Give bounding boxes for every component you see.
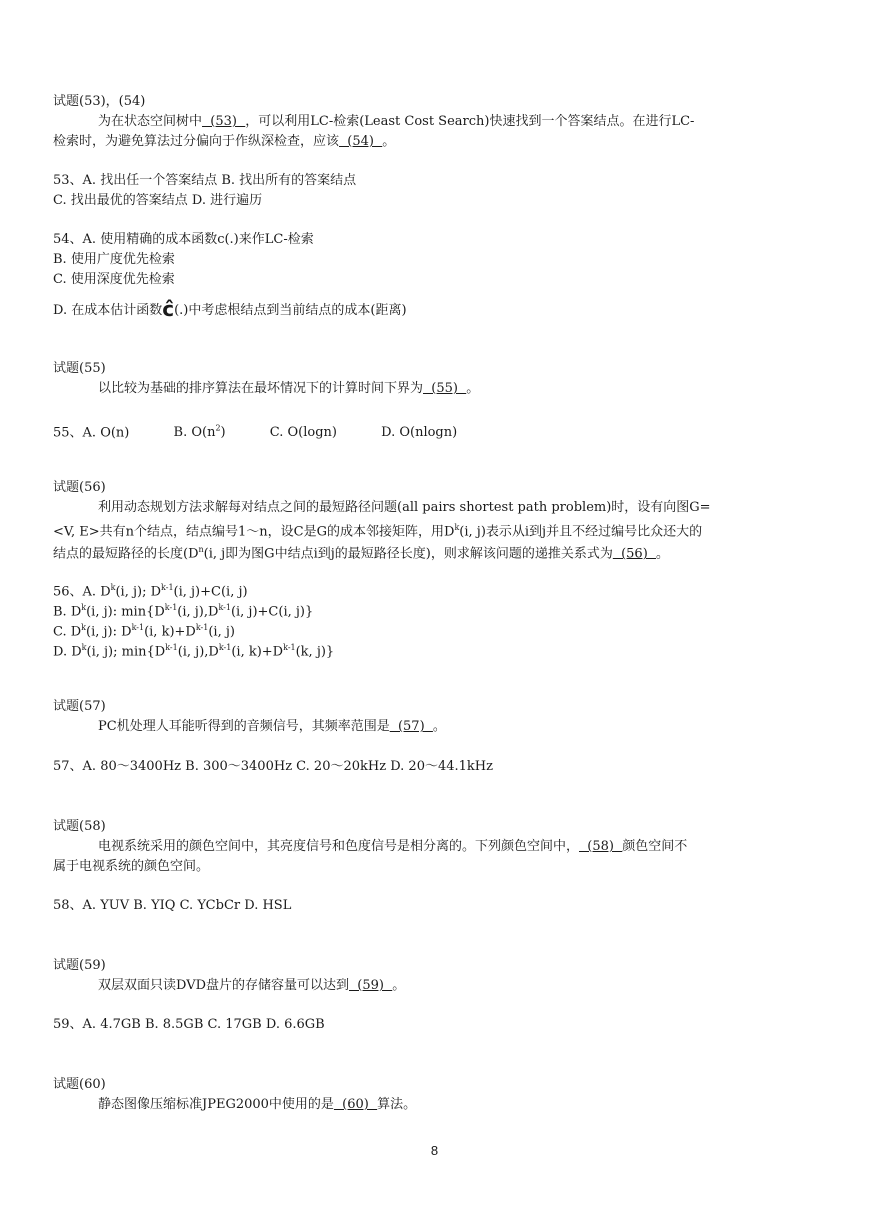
option-text: D. D (53, 644, 82, 660)
superscript: k-1 (164, 603, 178, 612)
superscript: k-1 (283, 643, 296, 652)
question-title-53-54: 试题(53)，(54) (53, 94, 146, 109)
option-text: (i, j): min{D (86, 604, 165, 620)
option-text: (i, j): D (86, 624, 132, 640)
options-57: 57、A. 80～3400Hz B. 300～3400Hz C. 20～20kHz D. 20～44.1kHz (53, 759, 493, 774)
stem-text: <V, E>共有n个结点，结点编号1～n，设C是G的成本邻接矩阵，用D (53, 524, 455, 540)
answer-blank-59[interactable]: (59) (349, 978, 393, 993)
superscript: k (454, 523, 460, 532)
stem-text: (i, j)表示从i到j并且不经过编号比众还大的 (459, 524, 703, 540)
stem-text: 为在状态空间树中 (98, 114, 203, 129)
option-55-c: C. O(logn) (269, 425, 337, 441)
superscript: k-1 (218, 643, 232, 652)
option-55-a: 55、A. O(n) (53, 425, 130, 441)
question-stem-60 (98, 1095, 416, 1115)
stem-text: 算法。 (377, 1097, 417, 1112)
option-text: 56、A. D (53, 584, 111, 600)
question-title-58: 试题(58) (53, 819, 106, 834)
superscript: k (81, 643, 87, 652)
option-55-b (174, 425, 226, 440)
stem-text: (i, j即为图G中结点i到j的最短路径长度)，则求解该问题的递推关系式为 (203, 546, 613, 562)
question-title-57: 试题(57) (53, 699, 106, 714)
superscript: k-1 (161, 583, 174, 592)
option-text: (i, j)+C(i, j) (173, 584, 248, 600)
question-title-59: 试题(59) (53, 958, 106, 973)
answer-blank-58[interactable]: (58) (579, 839, 623, 854)
question-stem-56-line3 (53, 540, 669, 564)
stem-text: 。 (656, 546, 670, 562)
question-stem-59 (98, 976, 405, 996)
superscript: k (110, 583, 116, 592)
options-58: 58、A. YUV B. YIQ C. YCbCr D. HSL (53, 898, 292, 913)
stem-text: ，可以利用LC-检索(Least Cost Search)快速找到一个答案结点。在进行LC- (245, 114, 695, 129)
stem-text: 双层双面只读DVD盘片的存储容量可以达到 (98, 978, 350, 993)
option-54-a: 54、A. 使用精确的成本函数c(.)来作LC-检索 (53, 232, 314, 247)
question-stem-56-line1: 利用动态规划方法求解每对结点之间的最短路径问题(all pairs shortest path problem)时，设有向图G= (98, 500, 711, 515)
stem-text: 。 (432, 719, 446, 734)
superscript: k (81, 603, 87, 612)
option-text: C. D (53, 624, 82, 640)
option-54-d (53, 297, 407, 321)
c-hat-symbol: ĉ (162, 297, 175, 321)
answer-blank-56[interactable]: (56) (612, 546, 657, 562)
answer-blank-55[interactable]: (55) (423, 381, 467, 396)
option-text: (i, j)+C(i, j)} (230, 604, 314, 620)
superscript: k-1 (218, 603, 231, 612)
answer-blank-60[interactable]: (60) (333, 1097, 378, 1112)
option-text: D. 在成本估计函数 (53, 303, 163, 318)
stem-text: 。 (382, 134, 396, 149)
superscript: k-1 (131, 623, 145, 632)
superscript: k (81, 623, 87, 632)
superscript: k-1 (165, 643, 178, 652)
question-stem-58-line2: 属于电视系统的颜色空间。 (53, 859, 210, 874)
option-text: (i, k)+D (144, 624, 196, 640)
question-stem-56-line2 (53, 518, 702, 542)
option-text: B. O(n (173, 425, 216, 441)
option-text: (.)中考虑根结点到当前结点的成本(距离) (174, 303, 407, 318)
superscript: k-1 (195, 623, 209, 632)
stem-text: 。 (392, 978, 406, 993)
answer-blank-57[interactable]: (57) (389, 719, 433, 734)
options-53-line2: C. 找出最优的答案结点 D. 进行遍历 (53, 193, 263, 208)
stem-text: 以比较为基础的排序算法在最坏情况下的计算时间下界为 (98, 381, 424, 396)
option-56-d (53, 638, 334, 662)
option-54-c: C. 使用深度优先检索 (53, 272, 175, 287)
stem-text: 检索时，为避免算法过分偏向于作纵深检查，应该 (53, 134, 340, 149)
superscript: 2 (215, 424, 221, 433)
option-text: (i, k)+D (231, 644, 284, 660)
options-53-line1: 53、A. 找出任一个答案结点 B. 找出所有的答案结点 (53, 173, 357, 188)
question-stem-55 (98, 379, 479, 399)
option-54-b: B. 使用广度优先检索 (53, 252, 175, 267)
stem-text: 颜色空间不 (622, 839, 688, 854)
options-55 (53, 419, 457, 443)
stem-text: 。 (466, 381, 480, 396)
option-text: (i, j),D (177, 604, 219, 620)
option-text: (k, j)} (295, 644, 335, 660)
option-text: (i, j) (208, 624, 235, 640)
question-stem-57 (98, 717, 446, 737)
option-text: ) (220, 425, 226, 441)
stem-text: 结点的最短路径的长度(D (53, 546, 199, 562)
answer-blank-53[interactable]: (53) (202, 114, 246, 129)
options-59: 59、A. 4.7GB B. 8.5GB C. 17GB D. 6.6GB (53, 1017, 325, 1032)
option-text: (i, j); D (115, 584, 162, 600)
superscript: n (198, 545, 204, 554)
option-text: (i, j); min{D (86, 644, 166, 660)
question-title-60: 试题(60) (53, 1077, 106, 1092)
question-title-56: 试题(56) (53, 480, 106, 495)
question-title-55: 试题(55) (53, 361, 106, 376)
question-stem-53 (98, 112, 694, 132)
question-stem-58-line1 (98, 837, 687, 857)
option-55-d: D. O(nlogn) (381, 425, 458, 441)
answer-blank-54[interactable]: (54) (339, 134, 383, 149)
stem-text: 静态图像压缩标准JPEG2000中使用的是 (98, 1097, 334, 1112)
question-stem-54 (53, 132, 395, 152)
stem-text: 电视系统采用的颜色空间中，其亮度信号和色度信号是相分离的。下列颜色空间中， (98, 839, 580, 854)
stem-text: PC机处理人耳能听得到的音频信号，其频率范围是 (98, 719, 390, 734)
page-number: 8 (430, 1143, 439, 1158)
option-text: (i, j),D (177, 644, 219, 660)
option-text: B. D (53, 604, 82, 620)
